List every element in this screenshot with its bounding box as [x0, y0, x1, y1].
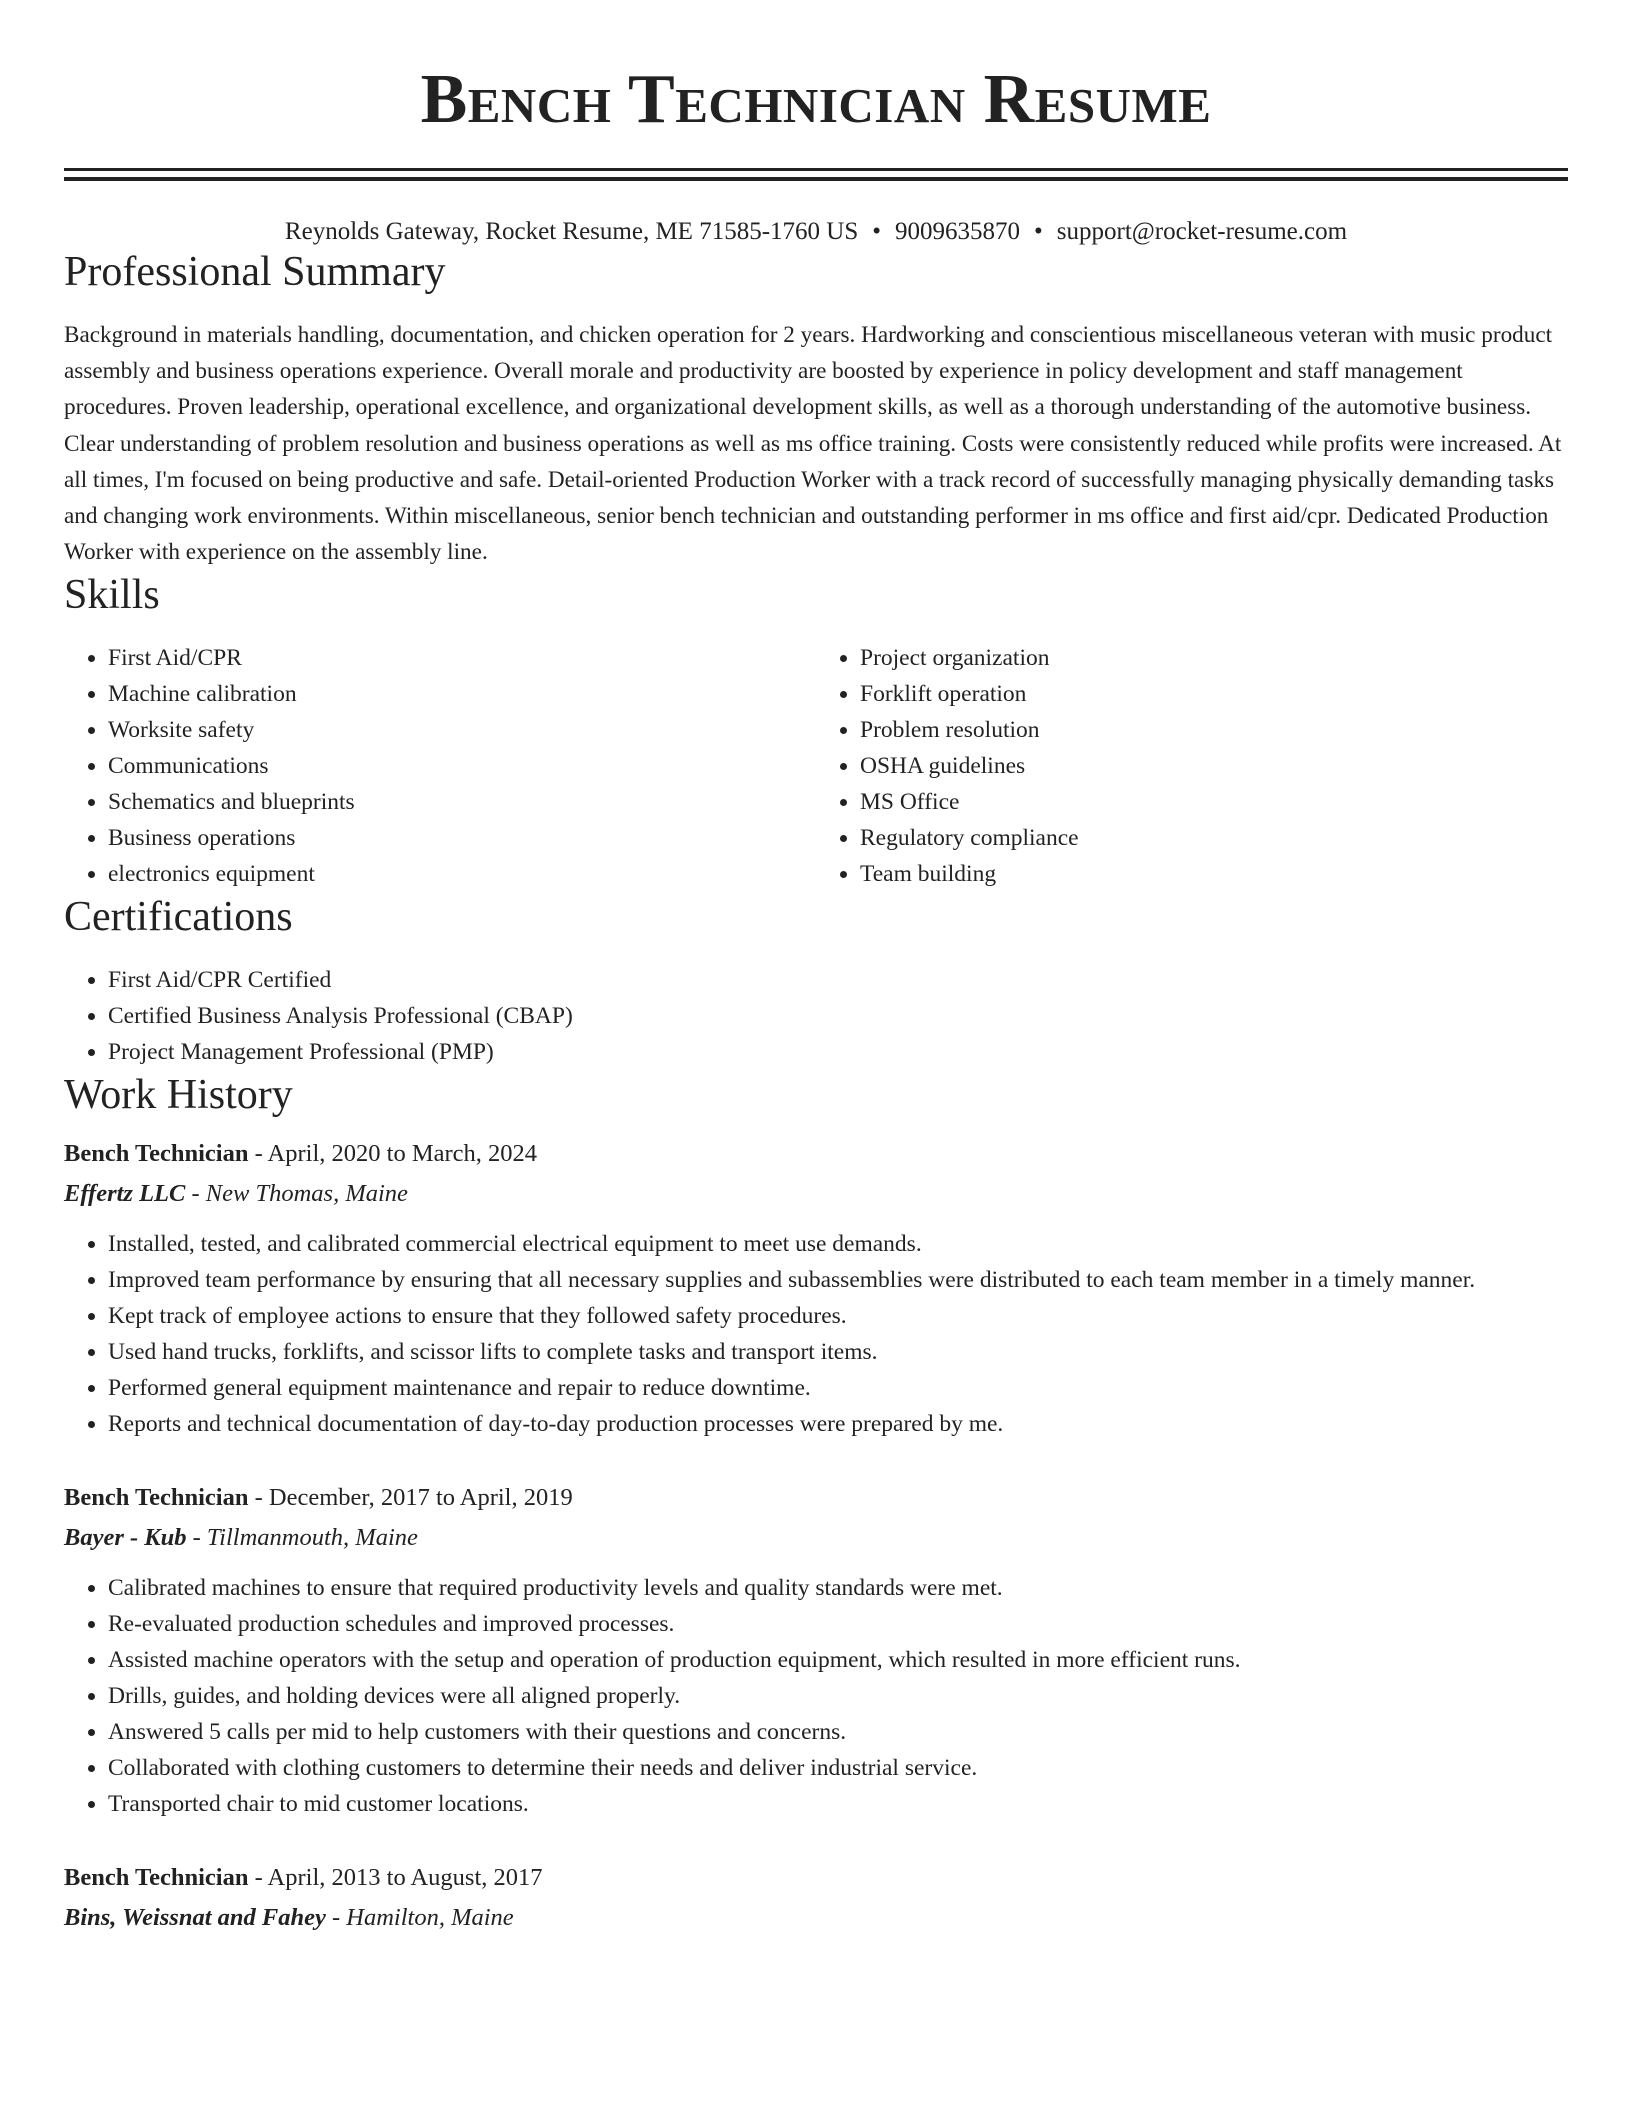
skill-item: • Communications [108, 748, 816, 784]
job-company: Effertz LLC [64, 1180, 186, 1208]
summary-heading: Professional Summary [64, 249, 446, 295]
skill-item: • MS Office [860, 784, 1568, 820]
job-duty: • Transported chair to mid customer locations. [108, 1786, 1568, 1822]
skill-item: • OSHA guidelines [860, 748, 1568, 784]
job-title-line [64, 1134, 1568, 1174]
job-entry [64, 1478, 1568, 1822]
skill-item: • Business operations [108, 820, 816, 856]
job-company: Bins, Weissnat and Fahey [64, 1904, 326, 1932]
job-entry [64, 1858, 1568, 1938]
job-company-line [64, 1898, 1568, 1938]
job-duty: • Assisted machine operators with the setup and operation of production equipment, which resulted in more efficient runs. [108, 1642, 1568, 1678]
job-location: - Hamilton, Maine [325, 1904, 514, 1932]
certification-item: • Certified Business Analysis Professional (CBAP) [108, 998, 1568, 1034]
job-duty: • Collaborated with clothing customers to determine their needs and deliver industrial service. [108, 1750, 1568, 1786]
skill-item: • Worksite safety [108, 712, 816, 748]
job-title-line [64, 1478, 1568, 1518]
skills-list-right [816, 640, 1568, 892]
job-entry [64, 1134, 1568, 1442]
job-duty: • Calibrated machines to ensure that required productivity levels and quality standards were met. [108, 1570, 1568, 1606]
job-spacer [64, 1442, 1568, 1478]
job-dates: - April, 2020 to March, 2024 [248, 1140, 538, 1168]
contact-address: Reynolds Gateway, Rocket Resume, ME 71585-1760 US [284, 218, 859, 245]
skill-item: • Project organization [860, 640, 1568, 676]
contact-phone: 9009635870 [895, 218, 1020, 245]
job-company-line [64, 1174, 1568, 1214]
job-duty: • Kept track of employee actions to ensure that they followed safety procedures. [108, 1298, 1568, 1334]
skill-item: • Forklift operation [860, 676, 1568, 712]
job-company: Bayer - Kub [64, 1524, 187, 1552]
job-title-line [64, 1858, 1568, 1898]
skill-item: • Schematics and blueprints [108, 784, 816, 820]
job-duty: • Performed general equipment maintenance and repair to reduce downtime. [108, 1370, 1568, 1406]
skills-heading: Skills [64, 572, 160, 619]
skills-columns [64, 640, 1568, 892]
job-duty: • Re-evaluated production schedules and improved processes. [108, 1606, 1568, 1642]
certification-item: • Project Management Professional (PMP) [108, 1034, 1568, 1070]
job-duty: • Improved team performance by ensuring that all necessary supplies and subassemblies were distributed to each team member in a timely manner. [108, 1262, 1568, 1298]
work-history-heading: Work History [64, 1072, 293, 1119]
job-location: - Tillmanmouth, Maine [186, 1524, 418, 1552]
job-company-line [64, 1518, 1568, 1558]
job-title: Bench Technician [64, 1140, 249, 1168]
summary-text: Background in materials handling, documentation, and chicken operation for 2 years. Hardworking and conscientious miscellaneous veteran with music product assembly and business operations experience. Overall morale and productivity are boosted by experience in policy development and staff management procedures. Proven leadership, operational excellence, and organizational development skills, as well as a thorough understanding of the automotive business. Clear understanding of problem resolution and business operations as well as ms office training. Costs were consistently reduced while profits were increased. At all times, I'm focused on being productive and safe. Detail-oriented Production Worker with a track record of successfully managing physically demanding tasks and changing work environments. Within miscellaneous, senior bench technician and outstanding performer in ms office and first aid/cpr. Dedicated Production Worker with experience on the assembly line. [64, 322, 1562, 566]
skills-list-left [64, 640, 816, 892]
certification-item: • First Aid/CPR Certified [108, 962, 1568, 998]
job-duty: • Answered 5 calls per mid to help customers with their questions and concerns. [108, 1714, 1568, 1750]
job-spacer [64, 1822, 1568, 1858]
title-divider-top [64, 168, 1568, 171]
job-duties-list [64, 1570, 1568, 1822]
title-divider-bottom [64, 177, 1568, 181]
job-title: Bench Technician [64, 1484, 249, 1512]
job-duty: • Used hand trucks, forklifts, and scissor lifts to complete tasks and transport items. [108, 1334, 1568, 1370]
job-location: - New Thomas, Maine [185, 1180, 408, 1208]
contact-line [64, 217, 1568, 247]
job-duty: • Drills, guides, and holding devices were all aligned properly. [108, 1678, 1568, 1714]
job-duty: • Reports and technical documentation of day-to-day production processes were prepared by me. [108, 1406, 1568, 1442]
skill-item: • Regulatory compliance [860, 820, 1568, 856]
job-duties-list [64, 1226, 1568, 1442]
contact-separator: • [1034, 218, 1043, 245]
job-duty: • Installed, tested, and calibrated commercial electrical equipment to meet use demands. [108, 1226, 1568, 1262]
job-title: Bench Technician [64, 1864, 249, 1892]
skill-item: • electronics equipment [108, 856, 816, 892]
skill-item: • Machine calibration [108, 676, 816, 712]
resume-page [64, 0, 1568, 1938]
skill-item: • First Aid/CPR [108, 640, 816, 676]
contact-email: support@rocket-resume.com [1056, 218, 1348, 245]
job-dates: - December, 2017 to April, 2019 [248, 1484, 573, 1512]
skill-item: • Problem resolution [860, 712, 1568, 748]
job-dates: - April, 2013 to August, 2017 [248, 1864, 543, 1892]
contact-separator: • [872, 218, 881, 245]
certifications-list [64, 962, 1568, 1070]
certifications-heading: Certifications [64, 894, 293, 941]
skill-item: • Team building [860, 856, 1568, 892]
page-title: Bench Technician Resume [420, 61, 1212, 138]
